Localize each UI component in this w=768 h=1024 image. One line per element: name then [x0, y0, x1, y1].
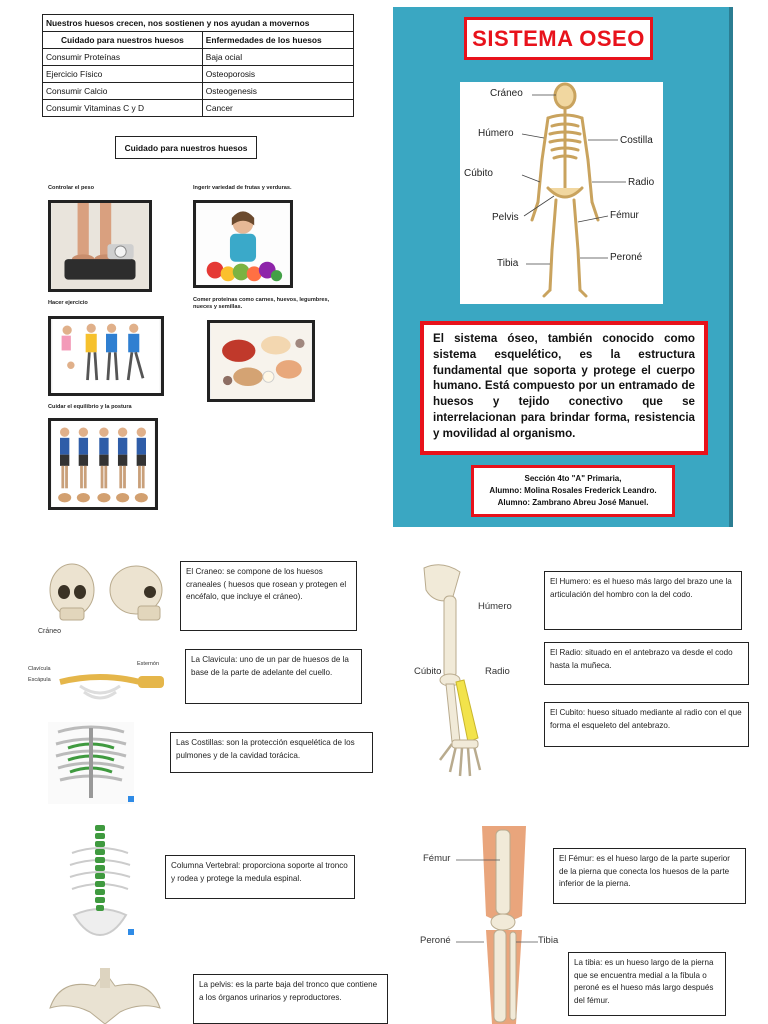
spine-image: [64, 823, 136, 938]
clavicula-description: La Clavicula: uno de un par de huesos de la base de la parte de adelante del cuello.: [191, 655, 349, 677]
columna-description-box: [165, 855, 355, 899]
radio-description: El Radio: situado en el antebrazo va desde el codo hasta la muñeca.: [550, 648, 733, 670]
table-row: [43, 83, 354, 100]
radio-description-box: [544, 642, 749, 685]
skeleton-illustration: [460, 82, 663, 304]
fruits-photo: [193, 200, 293, 288]
table-cell: Osteoporosis: [202, 66, 353, 83]
skeleton-label-radio: Radio: [628, 177, 655, 188]
humero-description: El Humero: es el hueso más largo del brazo une la articulación del hombro con la del codo.: [550, 577, 732, 599]
table-cell: Consumir Proteínas: [43, 49, 203, 66]
proteins-photo: [207, 320, 315, 402]
tibia-description: La tibia: es un hueso largo de la pierna que se encuentra medial a la fíbula o peroné es el hueso más largo después del fémur.: [574, 958, 714, 1005]
skull-label: Cráneo: [38, 628, 61, 635]
exercise-illustration: [51, 319, 161, 393]
pelvis-description: La pelvis: es la parte baja del tronco que contiene a los órganos urinarios y reproductores.: [199, 980, 378, 1002]
table-row: [43, 49, 354, 66]
arm-label-radio: Radio: [485, 666, 510, 677]
arm-label-cubito: Cúbito: [414, 666, 442, 677]
credits-student-1: Alumno: Molina Rosales Frederick Leandro.: [489, 486, 657, 495]
table-cell: Consumir Calcio: [43, 83, 203, 100]
ribs-image: [48, 722, 134, 804]
costillas-description: Las Costillas: son la protección esquelética de los pulmones y de la cavidad torácica.: [176, 738, 355, 760]
table-cell: Consumir Vitaminas C y D: [43, 100, 203, 117]
caption-posture: Cuidar el equilibrio y la postura: [48, 404, 132, 410]
fruits-illustration: [196, 203, 290, 285]
arm-label-humero: Húmero: [478, 601, 512, 612]
spine-illustration: [64, 823, 136, 938]
table-caption: Nuestros huesos crecen, nos sostienen y nos ayudan a movernos: [43, 15, 354, 32]
caption-fruits: Ingerir variedad de frutas y verduras.: [193, 185, 292, 191]
table-cell: Ejercicio Físico: [43, 66, 203, 83]
poster-title-box: [464, 17, 653, 60]
skeleton-label-craneo: Cráneo: [490, 88, 523, 99]
credits-box: [471, 465, 675, 517]
skeleton-label-tibia: Tibia: [497, 258, 519, 269]
skeleton-label-cubito: Cúbito: [464, 168, 493, 179]
costillas-description-box: [170, 732, 373, 773]
columna-description: Columna Vertebral: proporciona soporte al tronco y rodea y protege la medula espinal.: [171, 861, 348, 883]
skeleton-label-humero: Húmero: [478, 128, 514, 139]
poster-description: El sistema óseo, también conocido como sistema esquelético, es la estructura fundamental que soporta y protege el cuerpo humano. Está compuesto por un entramado de huesos y tejido conectivo que se interrelacionan para brindar forma, resistencia y movilidad al organismo.: [433, 332, 695, 440]
skeleton-diagram: [460, 82, 663, 304]
pelvis-illustration: [40, 968, 170, 1024]
caption-weight: Controlar el peso: [48, 185, 95, 191]
clavicle-label-clavicula: Clavícula: [28, 666, 51, 672]
table-cell: Baja ocial: [202, 49, 353, 66]
clavicle-label-esternon: Esternón: [137, 661, 160, 667]
tibia-description-box: [568, 952, 726, 1016]
skeleton-label-pelvis: Pelvis: [492, 212, 519, 223]
poster-description-box: [420, 321, 708, 455]
table-header-diseases: Enfermedades de los huesos: [202, 32, 353, 49]
skull-image: [42, 560, 172, 640]
table-row: [43, 100, 354, 117]
table-header-care: Cuidado para nuestros huesos: [43, 32, 203, 49]
credits-section: Sección 4to "A" Primaria,: [524, 474, 622, 483]
leg-label-tibia: Tibia: [538, 935, 559, 946]
craneo-description: El Craneo: se compone de los huesos craneales ( huesos que rosean y protegen el encéfalo, que incluye el cráneo).: [186, 567, 347, 602]
skull-illustration: [42, 560, 172, 640]
caption-proteins: Comer proteinas como carnes, huevos, legumbres, nueces y semillas.: [193, 297, 330, 310]
leg-leader-lines: [420, 855, 560, 950]
caption-exercise: Hacer ejercicio: [48, 300, 88, 306]
humero-description-box: [544, 571, 742, 630]
poster-title: SISTEMA OSEO: [472, 25, 645, 51]
skeleton-label-costilla: Costilla: [620, 135, 653, 146]
skeleton-label-perone: Peroné: [610, 252, 643, 263]
femur-description-box: [553, 848, 746, 904]
weighing-scale-photo: [48, 200, 152, 292]
craneo-description-box: [180, 561, 357, 631]
femur-description: El Fémur: es el hueso largo de la parte superior de la pierna que conecta los huesos de la parte inferior de la pierna.: [559, 854, 730, 889]
cubito-description: El Cubito: hueso situado mediante al radio con el que forma el esqueleto del antebrazo.: [550, 708, 742, 730]
cubito-description-box: [544, 702, 749, 747]
bone-care-table: [42, 14, 354, 117]
clavicle-label-escapula: Escápula: [28, 677, 51, 683]
proteins-illustration: [210, 323, 312, 399]
leg-label-femur: Fémur: [423, 853, 451, 864]
clavicula-description-box: [185, 649, 362, 704]
posture-photo: [48, 418, 158, 510]
exercise-photo: [48, 316, 164, 396]
weighing-scale-illustration: [51, 203, 149, 289]
skeleton-label-femur: Fémur: [610, 210, 639, 221]
ribs-illustration: [48, 722, 134, 804]
credits-student-2: Alumno: Zambrano Abreu José Manuel.: [497, 498, 649, 507]
table-row: [43, 66, 354, 83]
pelvis-image: [40, 968, 170, 1024]
posture-illustration: [51, 421, 155, 507]
leg-label-perone: Peroné: [420, 935, 451, 946]
table-cell: Cancer: [202, 100, 353, 117]
table-cell: Osteogenesis: [202, 83, 353, 100]
care-section-title: Cuidado para nuestros huesos: [115, 136, 257, 159]
pelvis-description-box: [193, 974, 388, 1024]
